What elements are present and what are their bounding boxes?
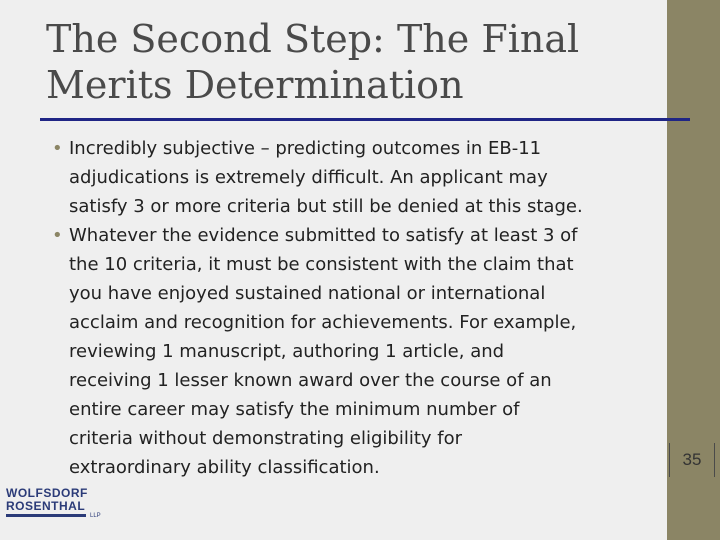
logo-line-2: ROSENTHAL [6,499,86,513]
bullet-2-line-2: the 10 criteria, it must be consistent with the claim that [69,254,574,275]
bullet-1-line-2: adjudications is extremely difficult. An applicant may [69,167,548,188]
logo-bar [6,514,86,517]
bullet-2-line-9: extraordinary ability classification. [69,457,380,478]
bullet-2-line-7: entire career may satisfy the minimum number of [69,399,520,420]
page-number-bracket [669,443,715,477]
slide-title [46,16,646,108]
logo-line-1: WOLFSDORF [6,486,88,500]
bullet-item-1 [52,134,632,221]
firm-logo [4,486,124,538]
bullet-2-line-5: reviewing 1 manuscript, authoring 1 article, and [69,341,505,362]
title-underline [40,118,690,121]
bullet-2-line-4: acclaim and recognition for achievements. For example, [69,312,577,333]
logo-suffix: LLP [90,513,101,519]
bullet-dot-icon: • [52,225,63,246]
page-number: 35 [682,450,702,469]
bullet-dot-icon: • [52,138,63,159]
bullet-2-line-3: you have enjoyed sustained national or international [69,283,546,304]
bullet-1-line-1: Incredibly subjective – predicting outcomes in EB-11 [69,138,542,159]
title-line-2: Merits Determination [46,63,464,107]
bullet-2-line-8: criteria without demonstrating eligibility for [69,428,463,449]
bullet-list [52,134,632,482]
title-line-1: The Second Step: The Final [46,17,580,61]
bullet-1-line-3: satisfy 3 or more criteria but still be denied at this stage. [69,196,583,217]
bullet-2-line-1: Whatever the evidence submitted to satisfy at least 3 of [69,225,578,246]
bullet-item-2 [52,221,632,482]
bullet-2-line-6: receiving 1 lesser known award over the course of an [69,370,552,391]
